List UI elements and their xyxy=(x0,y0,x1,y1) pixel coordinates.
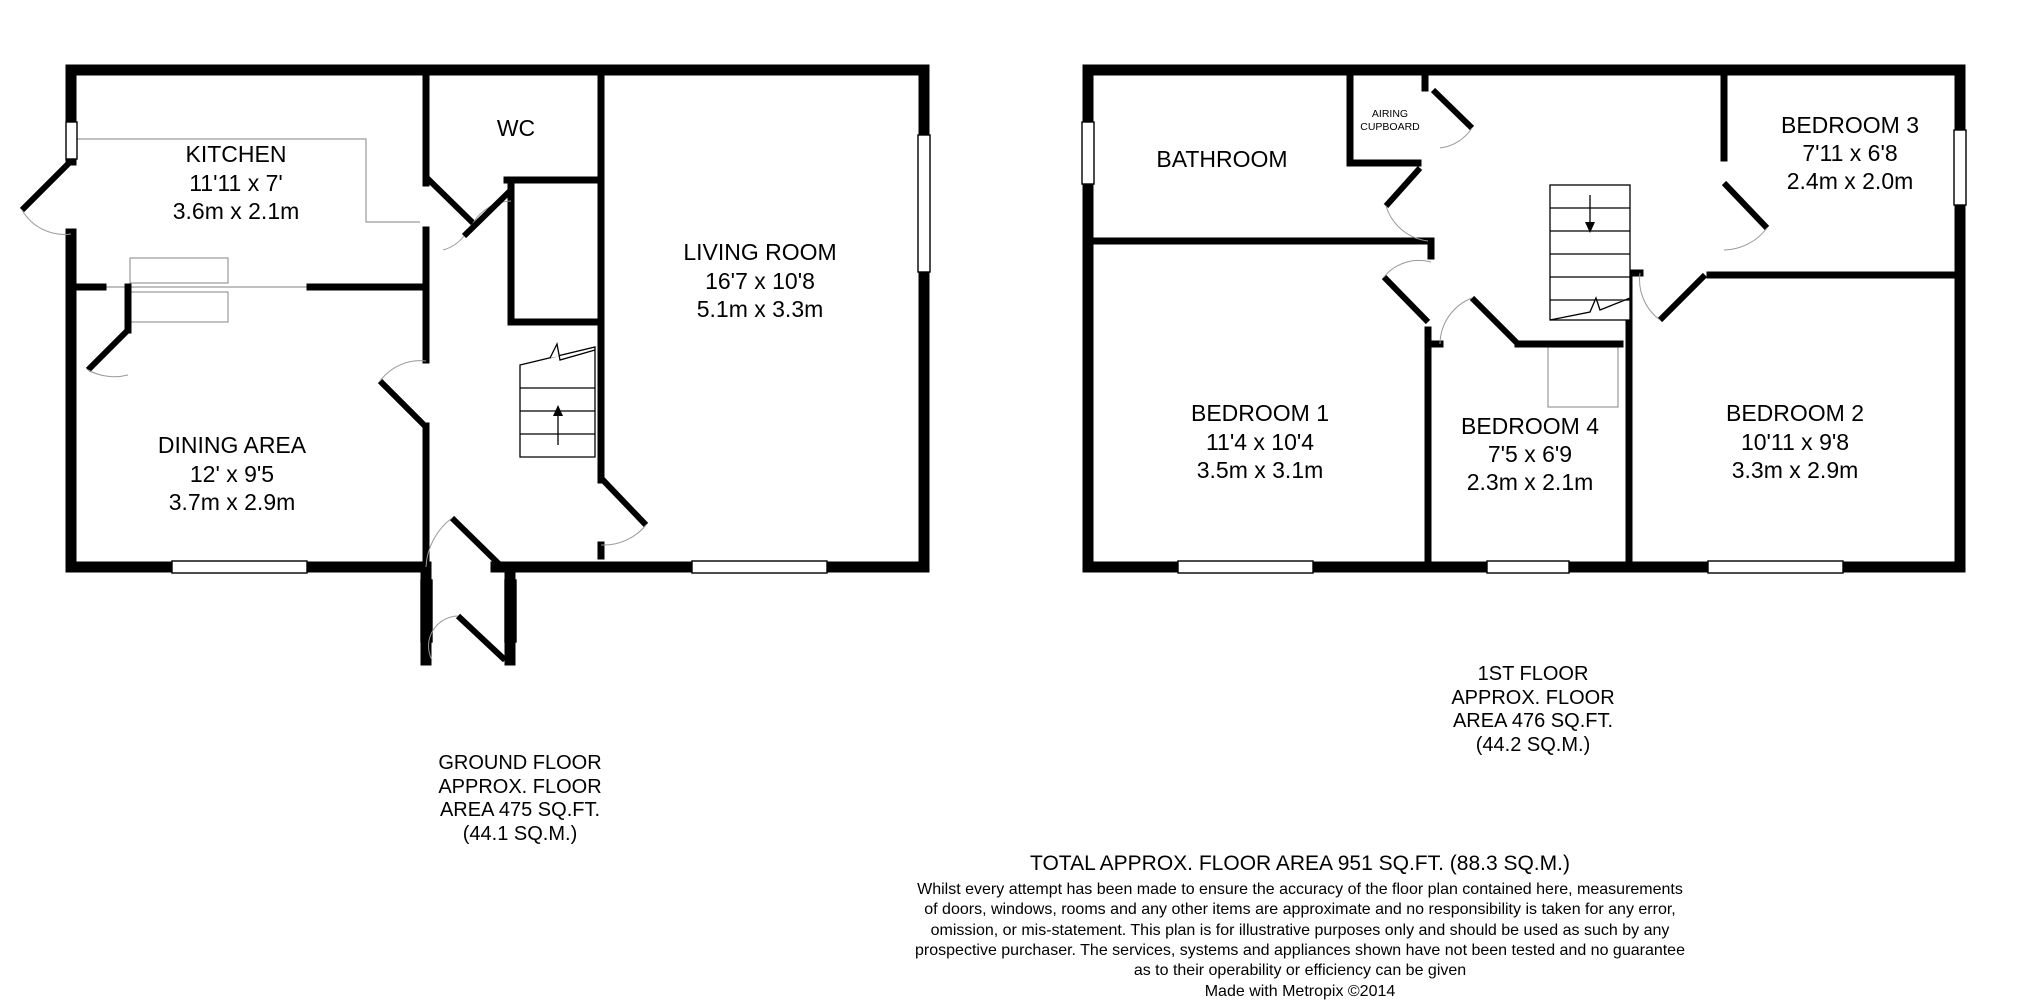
room-name: BATHROOM xyxy=(1156,146,1288,172)
caption-line: 1ST FLOOR xyxy=(1477,663,1589,685)
disclaimer xyxy=(860,880,1740,981)
caption-line: GROUND FLOOR xyxy=(438,752,602,774)
disclaimer-line: as to their operability or efficiency can be given xyxy=(1133,962,1467,980)
kitchen-appliances xyxy=(130,258,228,322)
room-name: WC xyxy=(496,115,536,141)
room-dining-area xyxy=(158,432,307,515)
living-room-window-front xyxy=(692,561,827,573)
airing-cupboard-line-2: CUPBOARD xyxy=(1360,121,1420,133)
room-dimensions-imperial: 11'11 x 7' xyxy=(189,170,283,196)
room-dimensions-imperial: 12' x 9'5 xyxy=(189,461,275,487)
room-dimensions-metric: 2.4m x 2.0m xyxy=(1786,168,1914,194)
caption-line: (44.2 SQ.M.) xyxy=(1475,733,1591,756)
room-dimensions-imperial: 10'11 x 9'8 xyxy=(1740,429,1850,455)
room-name: DINING AREA xyxy=(157,432,307,458)
total-floor-area: TOTAL APPROX. FLOOR AREA 951 SQ.FT. (88.3 SQ.M.) xyxy=(1030,852,1570,875)
room-name: LIVING ROOM xyxy=(683,239,837,265)
made-with-credit: Made with Metropix ©2014 xyxy=(1204,983,1396,1000)
bedroom-4-window xyxy=(1487,561,1569,573)
first-floor-landing-details xyxy=(1548,347,1618,407)
room-kitchen xyxy=(173,141,300,224)
ground-floor-internal-walls xyxy=(71,70,601,567)
room-name: BEDROOM 1 xyxy=(1190,400,1330,426)
ground-floor-plan xyxy=(22,70,930,660)
bedroom-3-window xyxy=(1954,130,1966,205)
room-dimensions-metric: 5.1m x 3.3m xyxy=(696,296,824,322)
disclaimer-line: prospective purchaser. The services, systems and appliances shown have not been tested and no guarantee xyxy=(915,941,1685,959)
room-bathroom xyxy=(1156,146,1287,172)
room-living-room xyxy=(683,239,836,322)
room-dimensions-metric: 3.6m x 2.1m xyxy=(172,198,300,224)
caption-line: AREA 475 SQ.FT. xyxy=(439,799,601,821)
dining-window xyxy=(172,561,307,573)
room-bedroom-2 xyxy=(1726,400,1864,483)
room-wc xyxy=(497,115,535,141)
room-dimensions-metric: 3.5m x 3.1m xyxy=(1196,457,1324,483)
caption-line: (44.1 SQ.M.) xyxy=(462,822,578,845)
room-bedroom-4 xyxy=(1461,413,1599,495)
first-floor-stairs xyxy=(1550,185,1630,320)
room-bedroom-1 xyxy=(1191,400,1329,483)
bedroom-1-window xyxy=(1178,561,1313,573)
room-dimensions-metric: 3.7m x 2.9m xyxy=(168,489,296,515)
caption-line: APPROX. FLOOR xyxy=(1451,686,1615,709)
room-name: KITCHEN xyxy=(185,141,287,167)
room-dimensions-imperial: 7'5 x 6'9 xyxy=(1487,441,1573,467)
room-dimensions-metric: 3.3m x 2.9m xyxy=(1731,457,1859,483)
room-dimensions-metric: 2.3m x 2.1m xyxy=(1466,469,1594,495)
airing-cupboard-label xyxy=(1360,108,1420,133)
ground-floor-stairs xyxy=(520,344,595,457)
disclaimer-line: of doors, windows, rooms and any other items are approximate and no responsibility is taken for any error, xyxy=(924,901,1676,919)
bathroom-window xyxy=(1082,122,1094,184)
room-name: BEDROOM 3 xyxy=(1780,112,1920,138)
bedroom-2-window xyxy=(1708,561,1843,573)
room-dimensions-imperial: 7'11 x 6'8 xyxy=(1802,140,1898,166)
room-name: BEDROOM 4 xyxy=(1460,413,1600,439)
room-dimensions-imperial: 16'7 x 10'8 xyxy=(705,268,815,294)
room-name: BEDROOM 2 xyxy=(1725,400,1865,426)
living-room-window-side xyxy=(918,135,930,272)
disclaimer-line: Whilst every attempt has been made to ensure the accuracy of the floor plan contained here, measurements xyxy=(917,881,1683,898)
room-dimensions-imperial: 11'4 x 10'4 xyxy=(1205,429,1315,455)
airing-cupboard-line-1: AIRING xyxy=(1371,108,1409,120)
room-bedroom-3 xyxy=(1781,112,1919,194)
ground-floor-caption xyxy=(385,752,655,846)
porch-walls xyxy=(426,567,510,660)
room-labels xyxy=(158,108,1919,515)
first-floor-caption xyxy=(1398,663,1668,757)
kitchen-window xyxy=(66,122,77,159)
disclaimer-line: omission, or mis-statement. This plan is for illustrative purposes only and should be used as such by any xyxy=(930,921,1670,939)
caption-line: AREA 476 SQ.FT. xyxy=(1452,710,1614,732)
caption-line: APPROX. FLOOR xyxy=(438,775,602,798)
